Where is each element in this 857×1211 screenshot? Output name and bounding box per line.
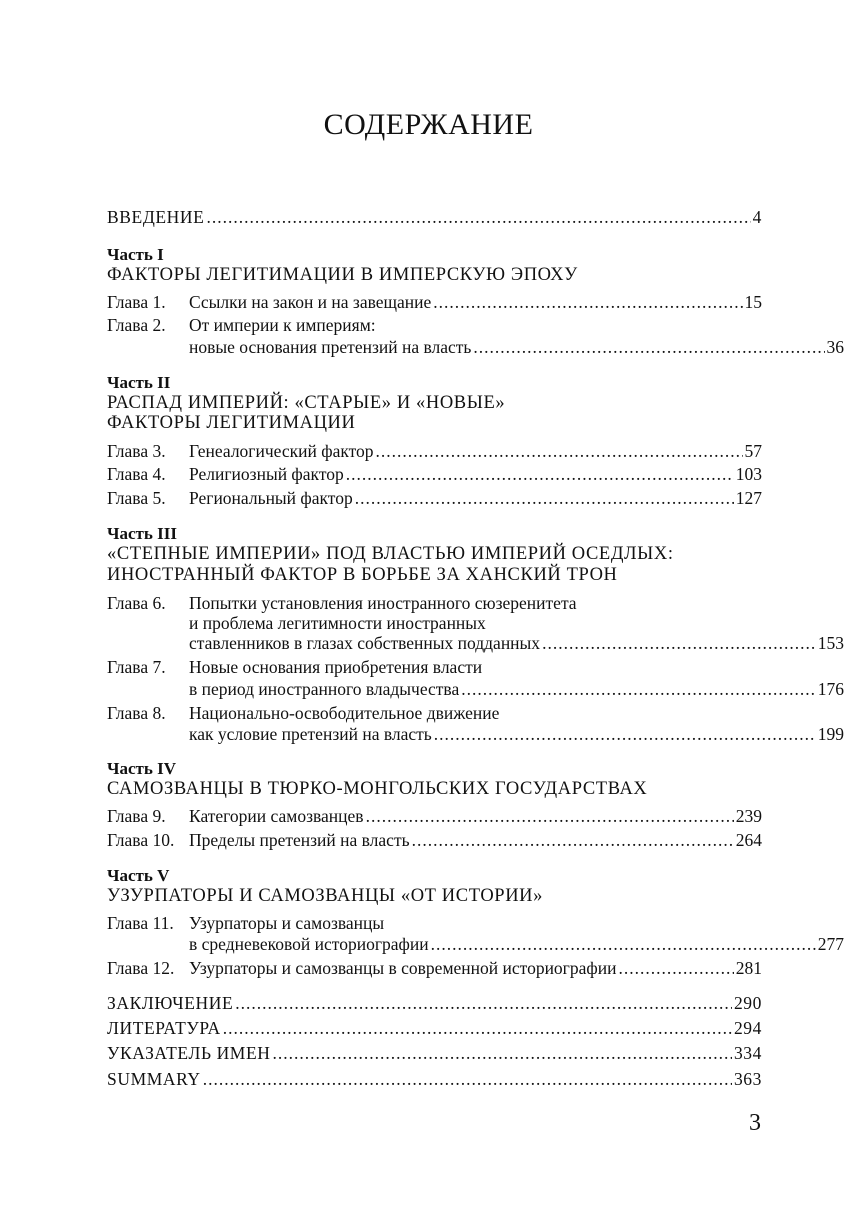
dot-leader <box>346 463 734 485</box>
entry-title: Генеалогический фактор <box>189 441 374 461</box>
chapter-label: Глава 10. <box>107 830 175 850</box>
entry-page: 57 <box>744 441 762 461</box>
entry-title: в период иностранного владычества <box>189 679 460 699</box>
entry-title: От империи к империям: <box>189 315 376 335</box>
part-title: ФАКТОРЫ ЛЕГИТИМАЦИИ <box>107 413 356 433</box>
dot-leader <box>431 933 816 955</box>
entry-page: 36 <box>826 337 844 357</box>
entry-title: Попытки установления иностранного сюзеренитета <box>189 593 577 613</box>
dot-leader <box>366 805 734 827</box>
entry-page: 281 <box>735 958 762 978</box>
entry-title: УКАЗАТЕЛЬ ИМЕН <box>107 1043 271 1063</box>
chapter-label: Глава 6. <box>107 593 166 613</box>
chapter-label: Глава 12. <box>107 958 175 978</box>
entry-title: новые основания претензий на власть <box>189 337 472 357</box>
toc-entry-chapter[interactable] <box>107 291 762 313</box>
toc-entry-chapter[interactable] <box>107 957 762 979</box>
dot-leader <box>434 723 816 745</box>
entry-title: в средневековой историографии <box>189 934 429 954</box>
entry-page: 103 <box>735 464 762 484</box>
toc-entry-chapter[interactable] <box>107 463 762 485</box>
toc-entry-summary[interactable] <box>107 1068 762 1090</box>
entry-title: Ссылки на закон и на завещание <box>189 292 432 312</box>
entry-page: 199 <box>817 724 844 744</box>
entry-page: 153 <box>817 633 844 653</box>
toc-entry-continuation[interactable] <box>107 336 844 358</box>
entry-title: SUMMARY <box>107 1069 201 1089</box>
dot-leader <box>235 992 732 1014</box>
entry-page: 264 <box>735 830 762 850</box>
entry-page: 334 <box>733 1043 762 1063</box>
entry-title: ВВЕДЕНИЕ <box>107 207 205 227</box>
entry-title: Национально-освободительное движение <box>189 703 500 723</box>
toc-entry-continuation[interactable] <box>107 632 844 654</box>
toc-entry-continuation[interactable] <box>107 933 844 955</box>
entry-page: 4 <box>752 207 762 227</box>
entry-title: ставленников в глазах собственных подданных <box>189 633 541 653</box>
dot-leader <box>206 206 750 228</box>
chapter-label: Глава 5. <box>107 488 166 508</box>
toc-entry-chapter[interactable] <box>107 805 762 827</box>
dot-leader <box>203 1068 732 1090</box>
dot-leader <box>376 440 743 462</box>
entry-page: 15 <box>744 292 762 312</box>
chapter-label: Глава 1. <box>107 292 166 312</box>
entry-title: ЗАКЛЮЧЕНИЕ <box>107 993 234 1013</box>
toc-entry-chapter[interactable] <box>107 592 762 614</box>
dot-leader <box>461 678 816 700</box>
toc-entry-conclusion[interactable] <box>107 992 762 1014</box>
part-label: Часть II <box>107 373 171 392</box>
toc-entry-index[interactable] <box>107 1042 762 1064</box>
entry-title: как условие претензий на власть <box>189 724 432 744</box>
part-title: «СТЕПНЫЕ ИМПЕРИИ» ПОД ВЛАСТЬЮ ИМПЕРИЙ ОСЕДЛЫХ: <box>107 544 674 564</box>
entry-page: 294 <box>733 1018 762 1038</box>
part-label: Часть V <box>107 866 170 885</box>
entry-title: Пределы претензий на власть <box>189 830 410 850</box>
entry-page: 363 <box>733 1069 762 1089</box>
toc-entry-chapter[interactable] <box>107 487 762 509</box>
entry-page: 277 <box>817 934 844 954</box>
toc-entry-continuation[interactable] <box>107 723 844 745</box>
dot-leader <box>355 487 734 509</box>
dot-leader <box>433 291 742 313</box>
entry-title: Категории самозванцев <box>189 806 364 826</box>
toc-entry-chapter[interactable] <box>107 912 762 934</box>
part-title: ФАКТОРЫ ЛЕГИТИМАЦИИ В ИМПЕРСКУЮ ЭПОХУ <box>107 265 578 285</box>
toc-entry-continuation[interactable] <box>107 612 844 634</box>
dot-leader <box>473 336 824 358</box>
entry-page: 127 <box>735 488 762 508</box>
part-title: УЗУРПАТОРЫ И САМОЗВАНЦЫ «ОТ ИСТОРИИ» <box>107 886 543 906</box>
dot-leader <box>273 1042 732 1064</box>
entry-title: Новые основания приобретения власти <box>189 657 483 677</box>
chapter-label: Глава 7. <box>107 657 166 677</box>
toc-entry-chapter[interactable] <box>107 829 762 851</box>
chapter-label: Глава 2. <box>107 315 166 335</box>
page-number: 3 <box>749 1110 761 1136</box>
toc-entry-chapter[interactable] <box>107 314 762 336</box>
part-title: САМОЗВАНЦЫ В ТЮРКО-МОНГОЛЬСКИХ ГОСУДАРСТВАХ <box>107 779 648 799</box>
entry-title: Узурпаторы и самозванцы в современной историографии <box>189 958 617 978</box>
part-title: ИНОСТРАННЫЙ ФАКТОР В БОРЬБЕ ЗА ХАНСКИЙ ТРОН <box>107 565 618 585</box>
part-label: Часть IV <box>107 759 177 778</box>
chapter-label: Глава 11. <box>107 913 174 933</box>
toc-entry-chapter[interactable] <box>107 440 762 462</box>
dot-leader <box>618 957 733 979</box>
part-title: РАСПАД ИМПЕРИЙ: «СТАРЫЕ» И «НОВЫЕ» <box>107 393 506 413</box>
toc-entry-chapter[interactable] <box>107 656 762 678</box>
entry-page: 176 <box>817 679 844 699</box>
entry-title: Узурпаторы и самозванцы <box>189 913 385 933</box>
toc-entry-intro[interactable] <box>107 206 762 228</box>
entry-page: 290 <box>733 993 762 1013</box>
entry-page: 239 <box>735 806 762 826</box>
part-label: Часть I <box>107 245 164 264</box>
page-title: СОДЕРЖАНИЕ <box>323 108 534 141</box>
dot-leader <box>542 632 816 654</box>
toc-entry-continuation[interactable] <box>107 678 844 700</box>
toc-entry-chapter[interactable] <box>107 702 762 724</box>
entry-title: и проблема легитимности иностранных <box>189 613 486 633</box>
entry-title: Религиозный фактор <box>189 464 344 484</box>
entry-title: ЛИТЕРАТУРА <box>107 1018 221 1038</box>
dot-leader <box>412 829 734 851</box>
part-label: Часть III <box>107 524 177 543</box>
chapter-label: Глава 3. <box>107 441 166 461</box>
chapter-label: Глава 4. <box>107 464 166 484</box>
chapter-label: Глава 8. <box>107 703 166 723</box>
entry-title: Региональный фактор <box>189 488 353 508</box>
chapter-label: Глава 9. <box>107 806 166 826</box>
dot-leader <box>223 1017 732 1039</box>
toc-entry-literature[interactable] <box>107 1017 762 1039</box>
